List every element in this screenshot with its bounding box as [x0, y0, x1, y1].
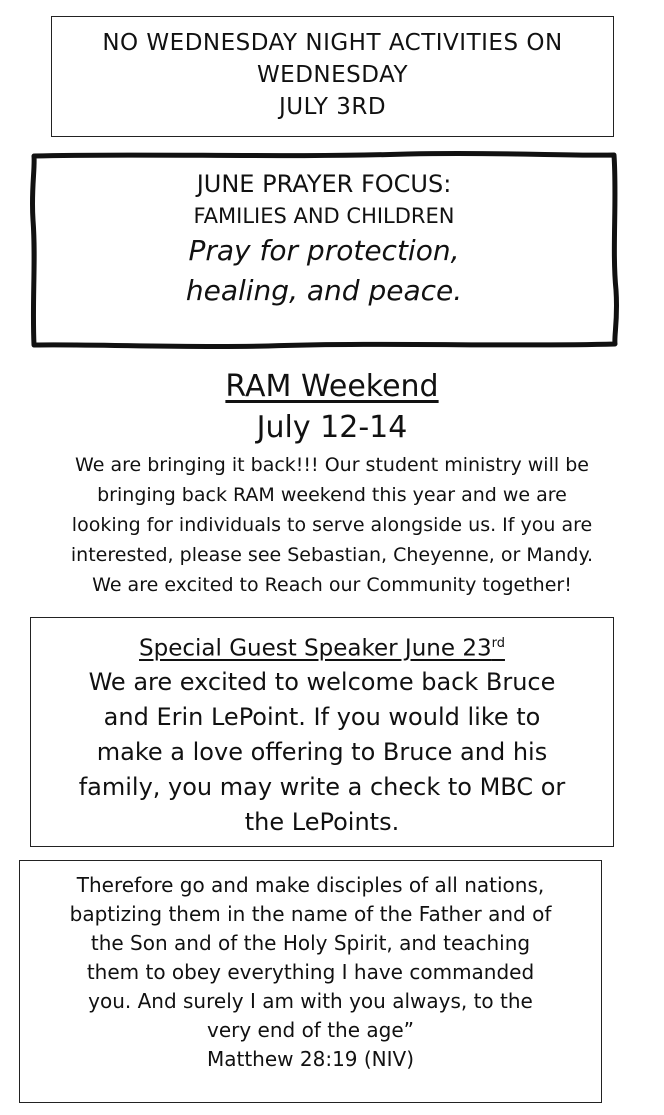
ram-body-line: We are bringing it back!!! Our student ministry will be [75, 454, 589, 476]
scripture-line: baptizing them in the name of the Father and of [69, 902, 552, 926]
notice-line: NO WEDNESDAY NIGHT ACTIVITIES ON [102, 30, 563, 56]
ram-title: RAM Weekend [225, 369, 439, 404]
speaker-line: and Erin LePoint. If you would like to [103, 702, 541, 731]
notice-line: JULY 3RD [278, 94, 387, 120]
scripture-line: them to obey everything I have commanded [86, 960, 535, 984]
ram-body-line: interested, please see Sebastian, Cheyenne, or Mandy. [70, 544, 594, 566]
scripture-line: the Son and of the Holy Spirit, and teaching [90, 931, 531, 955]
no-activities-notice [51, 16, 614, 137]
ram-body-line: bringing back RAM weekend this year and we are [97, 484, 567, 506]
guest-speaker-box [30, 617, 614, 847]
speaker-line: make a love offering to Bruce and his [96, 737, 548, 766]
ram-weekend-section [0, 366, 664, 600]
ram-body [0, 450, 664, 600]
prayer-line: healing, and peace. [185, 274, 463, 307]
prayer-heading: JUNE PRAYER FOCUS: [196, 170, 452, 198]
scripture-reference: Matthew 28:19 (NIV) [206, 1047, 415, 1071]
speaker-heading-text: Special Guest Speaker June 23 [139, 635, 492, 662]
scripture-box [19, 860, 602, 1103]
prayer-focus-box [28, 150, 620, 350]
prayer-line: Pray for protection, [188, 234, 460, 267]
scripture-line: very end of the age” [206, 1018, 415, 1042]
ram-body-line: looking for individuals to serve alongside us. If you are [71, 514, 593, 536]
notice-line: WEDNESDAY [256, 62, 409, 88]
scripture-line: you. And surely I am with you always, to the [88, 989, 533, 1013]
scripture-line: Therefore go and make disciples of all nations, [76, 873, 545, 897]
ram-dates: July 12-14 [256, 410, 408, 445]
speaker-heading [31, 628, 613, 665]
ram-body-line: We are excited to Reach our Community together! [92, 574, 572, 596]
speaker-line: family, you may write a check to MBC or [78, 772, 566, 801]
speaker-heading-suffix: rd [491, 636, 505, 651]
speaker-line: the LePoints. [244, 807, 400, 836]
prayer-subheading: FAMILIES AND CHILDREN [193, 204, 455, 228]
speaker-line: We are excited to welcome back Bruce [88, 667, 556, 696]
